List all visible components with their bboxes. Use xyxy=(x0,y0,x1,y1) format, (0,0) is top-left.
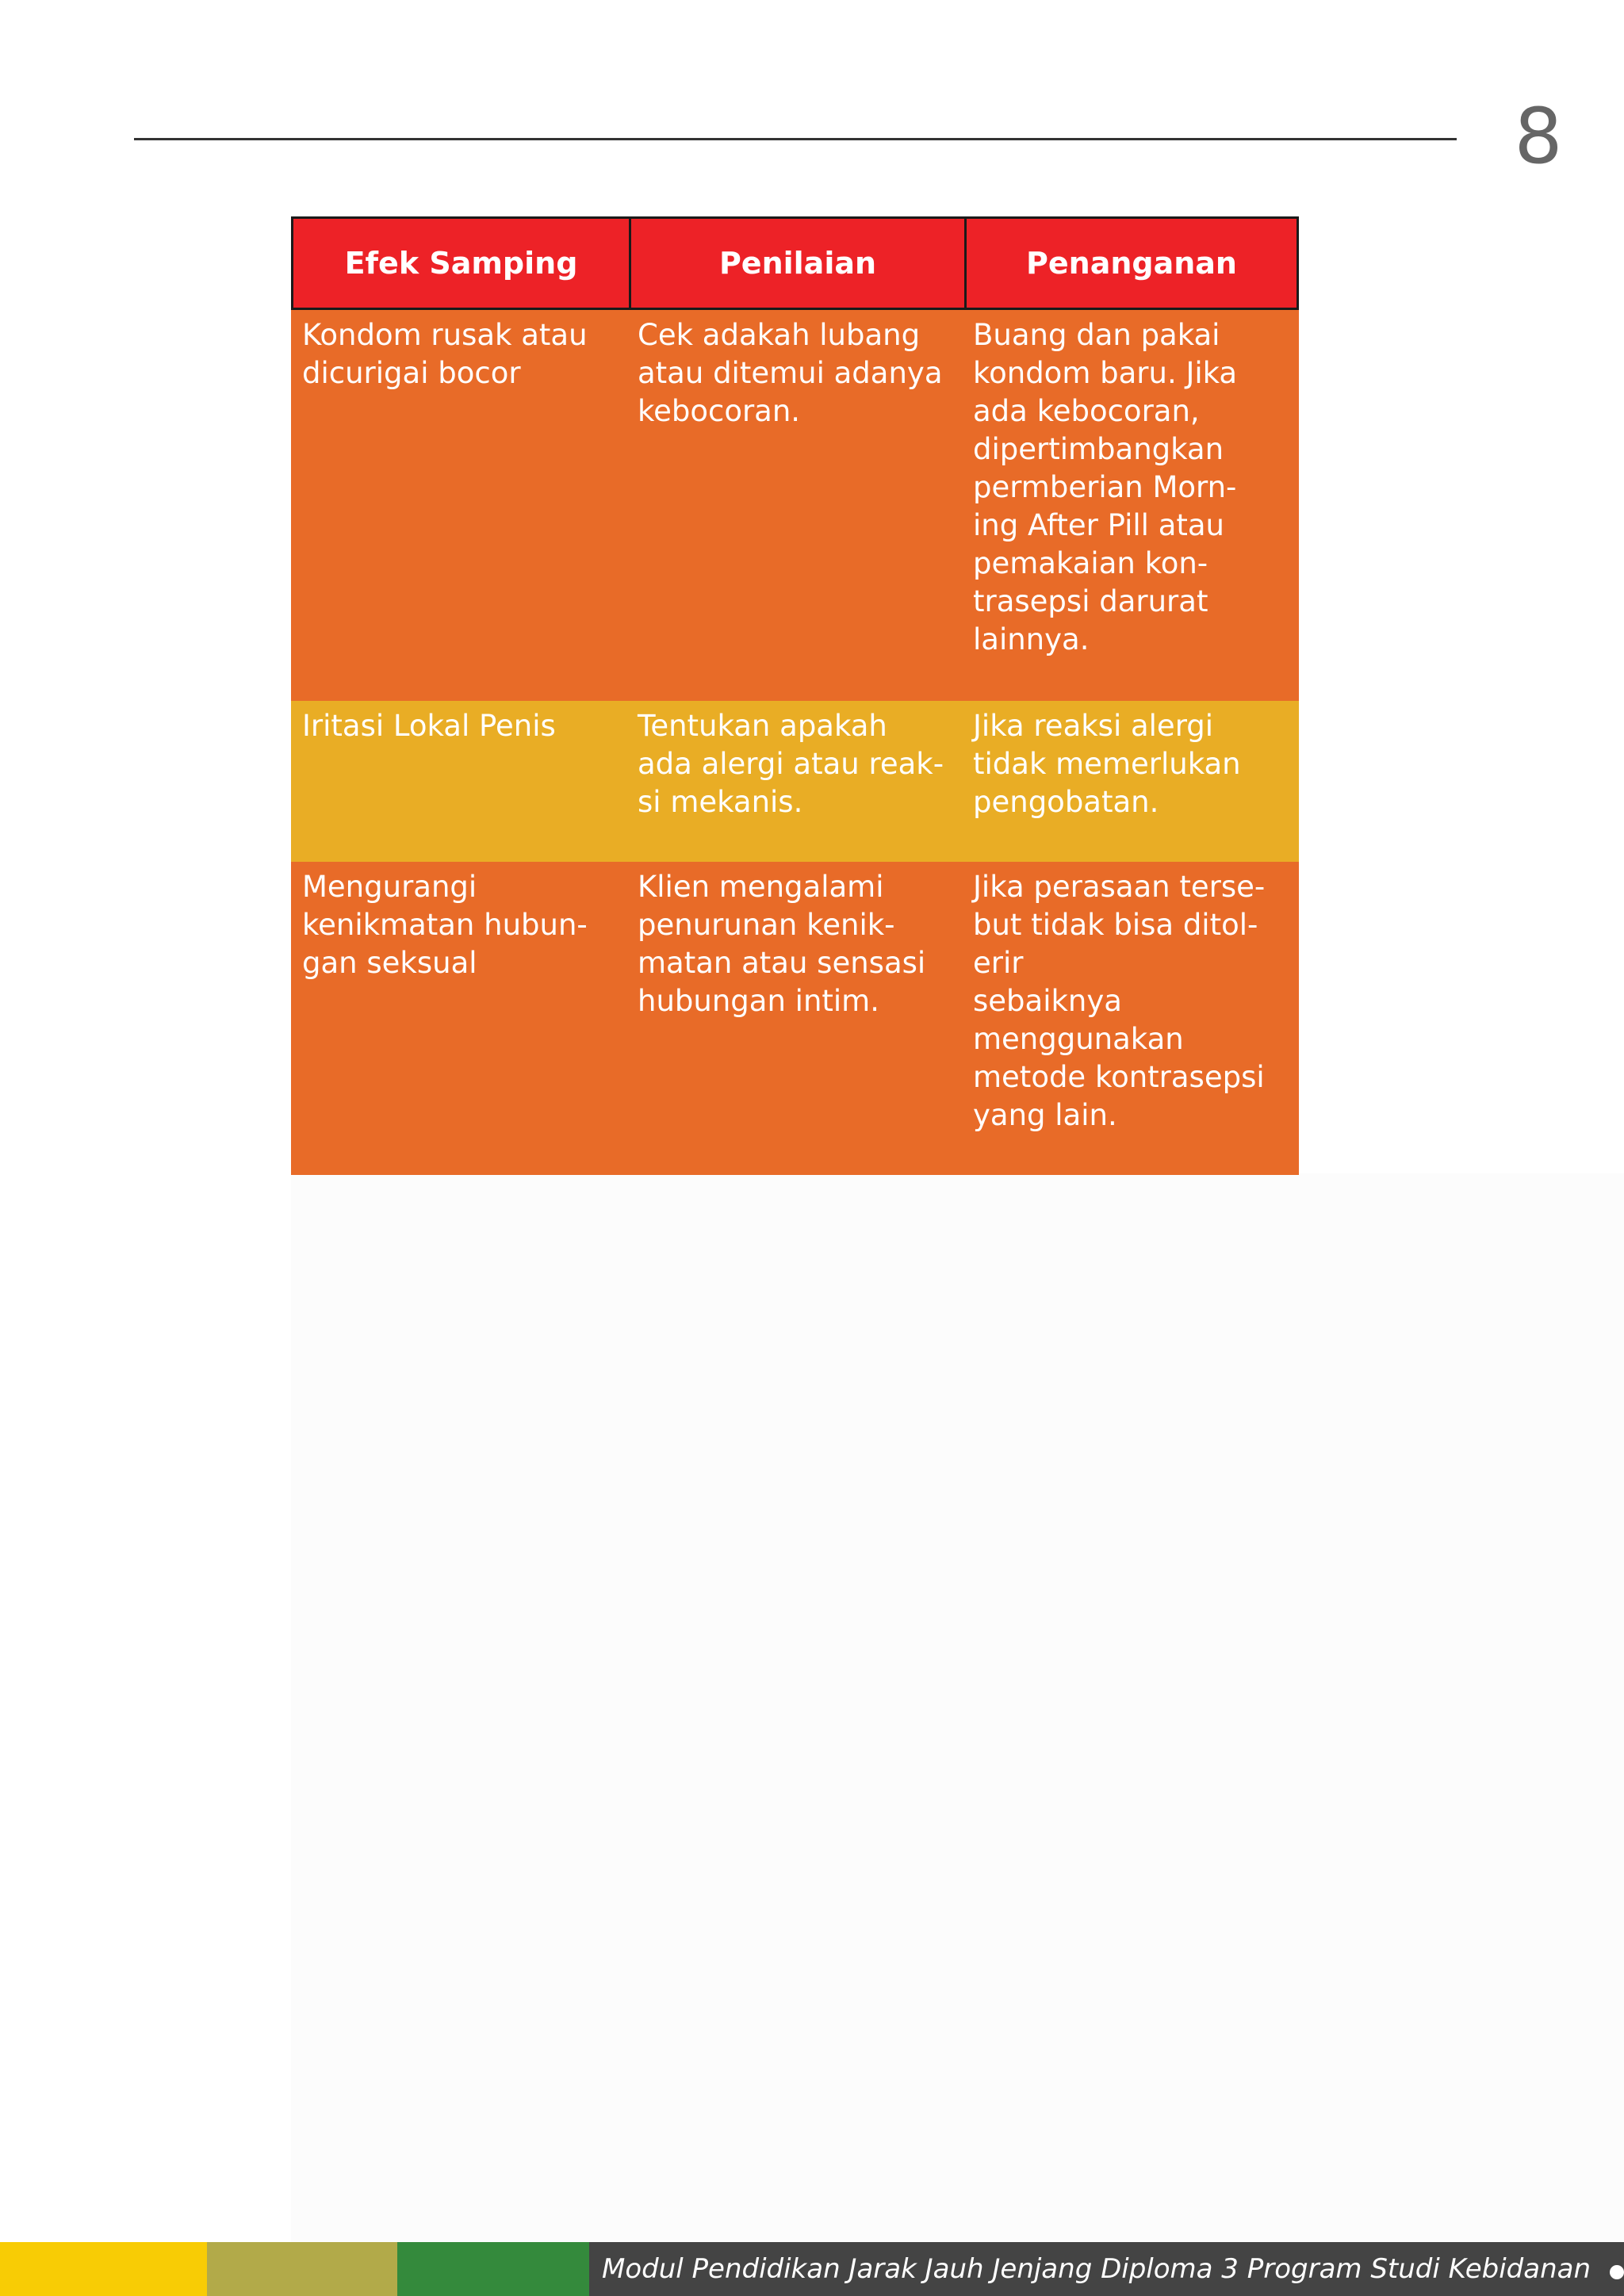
header-penanganan: Penanganan xyxy=(964,219,1297,308)
cell-penilaian: Klien mengalami penurunan kenik- matan atau sensasi hubungan intim. xyxy=(638,870,926,1018)
table-header-row xyxy=(291,216,1299,310)
side-effects-table xyxy=(291,216,1299,1175)
header-efek-samping: Efek Samping xyxy=(344,246,578,281)
cell-efek-samping: Iritasi Lokal Penis xyxy=(302,709,556,743)
cell-penanganan: Jika perasaan terse- but tidak bisa ditol- erir sebaiknya menggunakan metode kontrasepsi yang lain. xyxy=(973,870,1266,1132)
footer-stripe-olive xyxy=(207,2242,397,2296)
table-row xyxy=(291,701,1299,862)
footer-title: Modul Pendidikan Jarak Jauh Jenjang Diploma 3 Program Studi Kebidanan xyxy=(602,2253,1591,2285)
cell-penanganan: Buang dan pakai kondom baru. Jika ada kebocoran, dipertimbangkan permberian Morn- ing After Pill atau pemakaian kon- trasepsi darurat lainnya. xyxy=(973,318,1238,656)
cell-efek-samping: Kondom rusak atau dicurigai bocor xyxy=(302,318,588,390)
page-number: 8 xyxy=(1514,92,1563,181)
cell-efek-samping: Mengurangi kenikmatan hubun- gan seksual xyxy=(302,870,588,980)
table-row xyxy=(291,862,1299,1175)
page-background xyxy=(291,1173,1624,2242)
footer-stripe-green xyxy=(397,2242,589,2296)
table-row xyxy=(291,310,1299,701)
bullet-dot-icon xyxy=(1610,2265,1624,2279)
footer-title-bar xyxy=(589,2242,1624,2296)
cell-penilaian: Cek adakah lubang atau ditemui adanya kebocoran. xyxy=(638,318,943,428)
cell-penilaian: Tentukan apakah ada alergi atau reak- si mekanis. xyxy=(638,709,944,819)
footer-bar xyxy=(0,2242,1624,2296)
footer-stripe-yellow xyxy=(0,2242,207,2296)
header-rule xyxy=(134,138,1457,140)
cell-penanganan: Jika reaksi alergi tidak memerlukan pengobatan. xyxy=(973,709,1241,819)
header-penilaian: Penilaian xyxy=(629,219,964,308)
